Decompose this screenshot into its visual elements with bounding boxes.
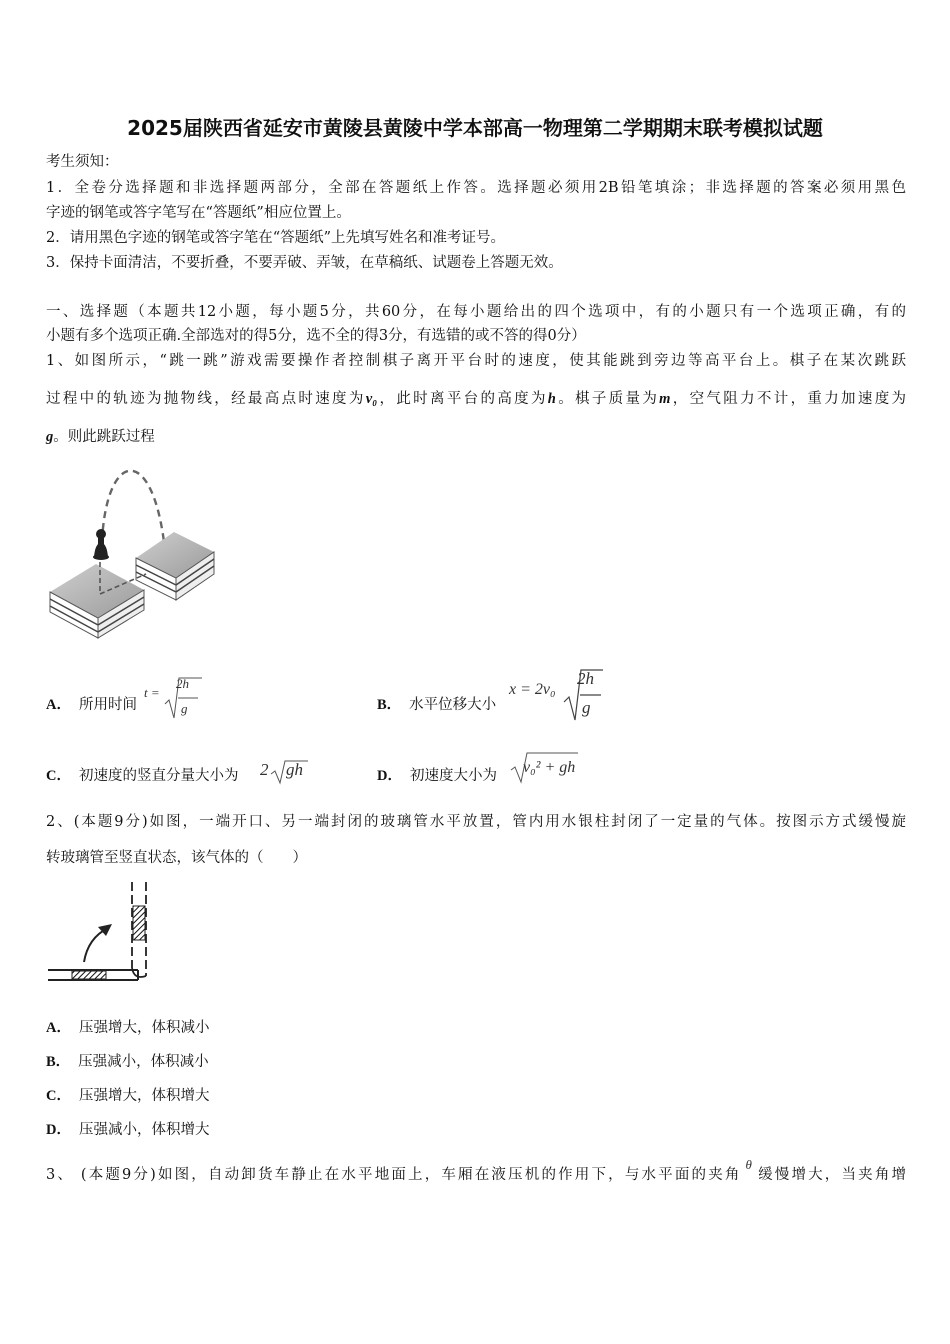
q2-option-d[interactable]: D． 压强减小，体积增大 [46,1122,210,1138]
q1-jump-figure [46,462,221,642]
q2-stem-line1: 2、(本题9分)如图，一端开口、另一端封闭的玻璃管水平放置，管内用水银柱封闭了一定量的气体。按图示方式缓慢旋 [46,814,906,830]
mercury-column-horizontal [72,971,106,979]
var-g: g [46,429,54,445]
section-instructions-cont: 小题有多个选项正确.全部选对的得5分，选不全的得3分，有选错的或不答的得0分） [46,328,586,344]
q1-option-d[interactable]: D． 初速度大小为 [377,768,497,784]
left-platform [50,564,144,638]
notice-item-1: 1．全卷分选择题和非选择题两部分，全部在答题纸上作答。选择题必须用2B铅笔填涂；非选择题的答案必须用黑色 [46,180,906,196]
var-m: m [659,391,671,407]
notice-item-1-cont: 字迹的钢笔或答字笔写在“答题纸”相应位置上。 [46,205,351,221]
var-h: h [547,391,556,407]
q3-stem-line1: 3、 (本题9分)如图，自动卸货车静止在水平地面上，车厢在液压机的作用下，与水平面的夹角θ缓慢增大，当夹角增 [46,1157,907,1183]
notice-item-3: 3．保持卡面清洁，不要折叠，不要弄破、弄皱，在草稿纸、试题卷上答题无效。 [46,255,563,271]
var-theta: θ [745,1157,752,1172]
mercury-column-vertical [133,906,145,940]
q1-option-d-rad: v₀² + gh [523,759,576,776]
q1-option-c-coef: 2 [260,760,269,779]
notice-heading: 考生须知： [46,154,119,170]
q1-stem-line3: g。则此跳跃过程 [46,429,155,445]
q2-option-a[interactable]: A． 压强增大，体积减小 [46,1020,210,1036]
q1-option-a-num: 2h [176,676,189,691]
q2-tube-figure [46,880,166,990]
q1-option-a-lhs: t = [144,685,160,700]
q2-option-c[interactable]: C． 压强增大，体积增大 [46,1088,210,1104]
q1-option-c-rad: gh [286,760,303,779]
q2-stem-line2: 转玻璃管至竖直状态，该气体的（ ） [46,850,307,866]
q1-option-b-den: g [582,698,591,717]
right-platform [136,532,214,600]
q2-option-b[interactable]: B． 压强减小，体积减小 [46,1054,209,1070]
q1-option-c[interactable]: C． 初速度的竖直分量大小为 [46,768,239,784]
q1-stem-line2: 过程中的轨迹为抛物线，经最高点时速度为v₀，此时离平台的高度为h。棋子质量为m，空气阻力不计，重力加速度为 [46,391,907,407]
chess-piece [93,529,109,560]
q1-option-b-lhs: x = 2v₀ [509,681,556,698]
var-v0: v₀ [365,391,378,407]
page-title: 2025届陕西省延安市黄陵县黄陵中学本部高一物理第二学期期末联考模拟试题 [127,116,823,140]
q1-option-b[interactable]: B． 水平位移大小 [377,697,497,713]
section-instructions: 一、选择题（本题共12小题，每小题5分，共60分，在每小题给出的四个选项中，有的小题只有一个选项正确，有的 [46,304,906,320]
q1-option-a[interactable]: A． 所用时间 [46,697,137,713]
notice-item-2: 2．请用黑色字迹的钢笔或答字笔在“答题纸”上先填写姓名和准考证号。 [46,230,506,246]
q1-option-b-num: 2h [577,669,594,688]
q1-stem-line1: 1、如图所示，“跳一跳”游戏需要操作者控制棋子离开平台时的速度，使其能跳到旁边等高平台上。棋子在某次跳跃 [46,353,906,369]
q1-option-a-den: g [181,701,188,716]
trajectory-arc [102,471,164,542]
